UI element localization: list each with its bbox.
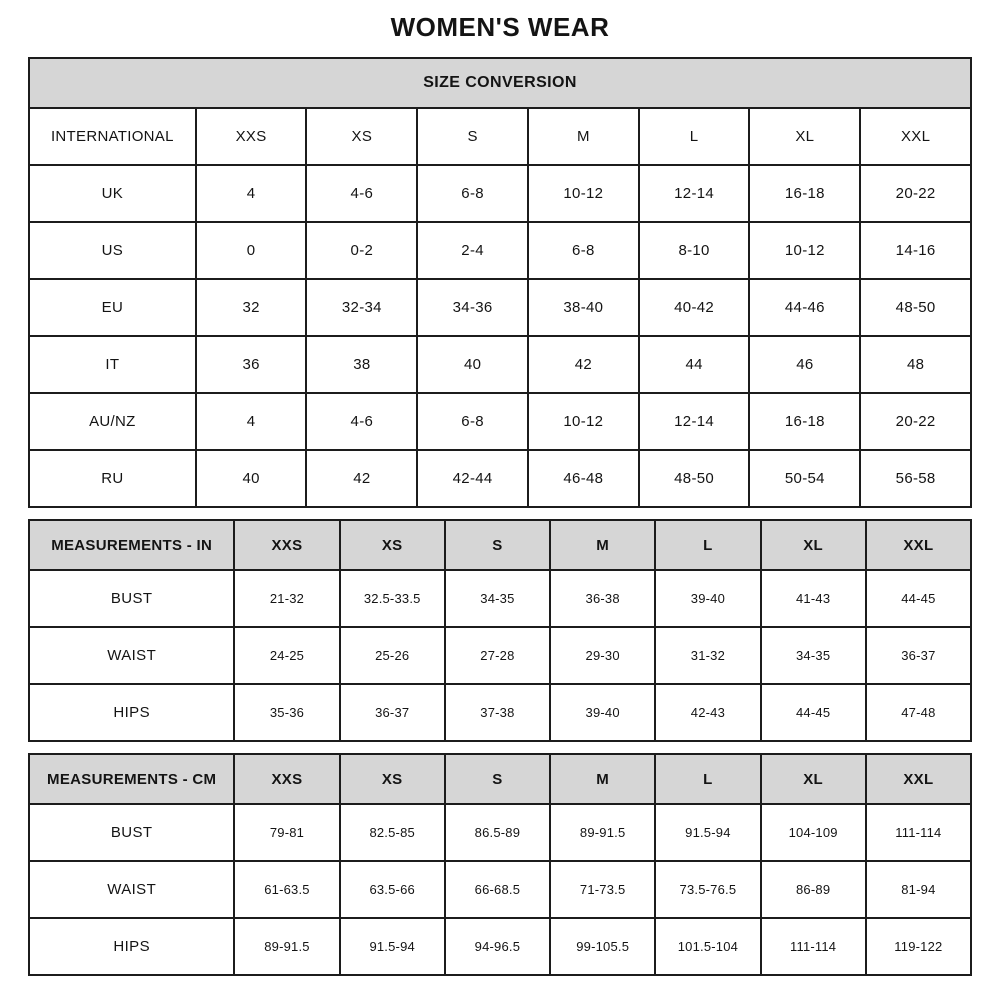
table-cell: 42-43: [655, 684, 760, 741]
table-cell: 89-91.5: [550, 804, 655, 861]
row-label: WAIST: [29, 861, 234, 918]
table-row: [29, 450, 971, 507]
row-label: BUST: [29, 570, 234, 627]
table-cell: XS: [306, 108, 417, 165]
row-label: UK: [29, 165, 196, 222]
table-row: [29, 165, 971, 222]
row-label: AU/NZ: [29, 393, 196, 450]
table-cell: 104-109: [761, 804, 866, 861]
table-cell: 41-43: [761, 570, 866, 627]
table-row: [29, 570, 971, 627]
table-cell: 10-12: [749, 222, 860, 279]
size-column-header: XXS: [234, 754, 339, 804]
table-cell: 4-6: [306, 393, 417, 450]
table-cell: 6-8: [528, 222, 639, 279]
table-cell: 44-45: [761, 684, 866, 741]
table-title: MEASUREMENTS - IN: [29, 520, 234, 570]
table-row: [29, 861, 971, 918]
table-cell: 66-68.5: [445, 861, 550, 918]
row-label: EU: [29, 279, 196, 336]
size-column-header: XL: [761, 754, 866, 804]
table-cell: 40: [196, 450, 307, 507]
table-cell: 31-32: [655, 627, 760, 684]
table-cell: 34-35: [445, 570, 550, 627]
measurements-cm-header-row: [29, 754, 971, 804]
table-cell: 16-18: [749, 165, 860, 222]
table-cell: 32: [196, 279, 307, 336]
size-column-header: XXL: [866, 754, 971, 804]
table-cell: 44-46: [749, 279, 860, 336]
table-cell: 38-40: [528, 279, 639, 336]
table-cell: 4-6: [306, 165, 417, 222]
table-row: [29, 279, 971, 336]
table-cell: 38: [306, 336, 417, 393]
table-row: [29, 804, 971, 861]
table-cell: 119-122: [866, 918, 971, 975]
table-cell: 35-36: [234, 684, 339, 741]
table-row: [29, 627, 971, 684]
size-column-header: XXS: [234, 520, 339, 570]
table-cell: 34-36: [417, 279, 528, 336]
table-cell: 46: [749, 336, 860, 393]
table-cell: 6-8: [417, 165, 528, 222]
size-conversion-table: [28, 57, 972, 508]
measurements-in-header-row: [29, 520, 971, 570]
table-cell: 2-4: [417, 222, 528, 279]
table-cell: 82.5-85: [340, 804, 445, 861]
table-cell: 111-114: [761, 918, 866, 975]
table-row: [29, 222, 971, 279]
table-cell: 40-42: [639, 279, 750, 336]
size-column-header: M: [550, 520, 655, 570]
table-cell: 29-30: [550, 627, 655, 684]
table-cell: 36: [196, 336, 307, 393]
table-cell: 86.5-89: [445, 804, 550, 861]
table-cell: 48-50: [639, 450, 750, 507]
table-cell: XXL: [860, 108, 971, 165]
table-cell: S: [417, 108, 528, 165]
table-cell: 61-63.5: [234, 861, 339, 918]
row-label: IT: [29, 336, 196, 393]
table-cell: 32-34: [306, 279, 417, 336]
row-label: US: [29, 222, 196, 279]
table-cell: 39-40: [655, 570, 760, 627]
table-cell: 12-14: [639, 393, 750, 450]
table-row: [29, 918, 971, 975]
table-row: [29, 336, 971, 393]
table-cell: 47-48: [866, 684, 971, 741]
table-cell: 34-35: [761, 627, 866, 684]
table-cell: 14-16: [860, 222, 971, 279]
size-column-header: S: [445, 520, 550, 570]
table-row: [29, 108, 971, 165]
table-cell: 81-94: [866, 861, 971, 918]
row-label: BUST: [29, 804, 234, 861]
table-cell: 48: [860, 336, 971, 393]
table-cell: 94-96.5: [445, 918, 550, 975]
measurements-in-table: [28, 519, 972, 742]
table-cell: 44-45: [866, 570, 971, 627]
table-cell: M: [528, 108, 639, 165]
table-cell: 6-8: [417, 393, 528, 450]
table-cell: 0-2: [306, 222, 417, 279]
table-cell: 36-37: [340, 684, 445, 741]
table-cell: 79-81: [234, 804, 339, 861]
table-cell: 42-44: [417, 450, 528, 507]
table-cell: 56-58: [860, 450, 971, 507]
row-label: RU: [29, 450, 196, 507]
table-cell: 63.5-66: [340, 861, 445, 918]
table-cell: 99-105.5: [550, 918, 655, 975]
size-column-header: XS: [340, 520, 445, 570]
table-cell: L: [639, 108, 750, 165]
table-row: [29, 684, 971, 741]
size-conversion-title: SIZE CONVERSION: [29, 58, 971, 108]
size-column-header: XXL: [866, 520, 971, 570]
table-cell: 32.5-33.5: [340, 570, 445, 627]
table-cell: 39-40: [550, 684, 655, 741]
table-cell: 8-10: [639, 222, 750, 279]
table-cell: 42: [306, 450, 417, 507]
table-cell: 37-38: [445, 684, 550, 741]
size-column-header: M: [550, 754, 655, 804]
table-cell: 46-48: [528, 450, 639, 507]
table-cell: 4: [196, 165, 307, 222]
table-cell: 16-18: [749, 393, 860, 450]
table-cell: 91.5-94: [655, 804, 760, 861]
table-cell: 20-22: [860, 165, 971, 222]
row-label: WAIST: [29, 627, 234, 684]
size-conversion-header-row: [29, 58, 971, 108]
table-cell: 36-38: [550, 570, 655, 627]
table-cell: 20-22: [860, 393, 971, 450]
table-cell: 40: [417, 336, 528, 393]
table-cell: 10-12: [528, 393, 639, 450]
table-cell: 101.5-104: [655, 918, 760, 975]
size-column-header: L: [655, 754, 760, 804]
table-cell: 12-14: [639, 165, 750, 222]
table-cell: 10-12: [528, 165, 639, 222]
table-cell: 48-50: [860, 279, 971, 336]
size-column-header: S: [445, 754, 550, 804]
table-cell: 89-91.5: [234, 918, 339, 975]
row-label: HIPS: [29, 684, 234, 741]
table-cell: XL: [749, 108, 860, 165]
table-cell: 86-89: [761, 861, 866, 918]
table-cell: 111-114: [866, 804, 971, 861]
table-row: [29, 393, 971, 450]
table-cell: 25-26: [340, 627, 445, 684]
row-label: INTERNATIONAL: [29, 108, 196, 165]
measurements-cm-table: [28, 753, 972, 976]
table-cell: 91.5-94: [340, 918, 445, 975]
table-cell: 73.5-76.5: [655, 861, 760, 918]
table-cell: 36-37: [866, 627, 971, 684]
table-cell: 71-73.5: [550, 861, 655, 918]
table-cell: 4: [196, 393, 307, 450]
page-title: WOMEN'S WEAR: [390, 12, 610, 42]
table-title: MEASUREMENTS - CM: [29, 754, 234, 804]
table-cell: XXS: [196, 108, 307, 165]
table-cell: 42: [528, 336, 639, 393]
size-column-header: L: [655, 520, 760, 570]
table-cell: 44: [639, 336, 750, 393]
row-label: HIPS: [29, 918, 234, 975]
size-column-header: XS: [340, 754, 445, 804]
table-cell: 27-28: [445, 627, 550, 684]
size-column-header: XL: [761, 520, 866, 570]
table-cell: 21-32: [234, 570, 339, 627]
table-cell: 24-25: [234, 627, 339, 684]
table-cell: 50-54: [749, 450, 860, 507]
table-cell: 0: [196, 222, 307, 279]
